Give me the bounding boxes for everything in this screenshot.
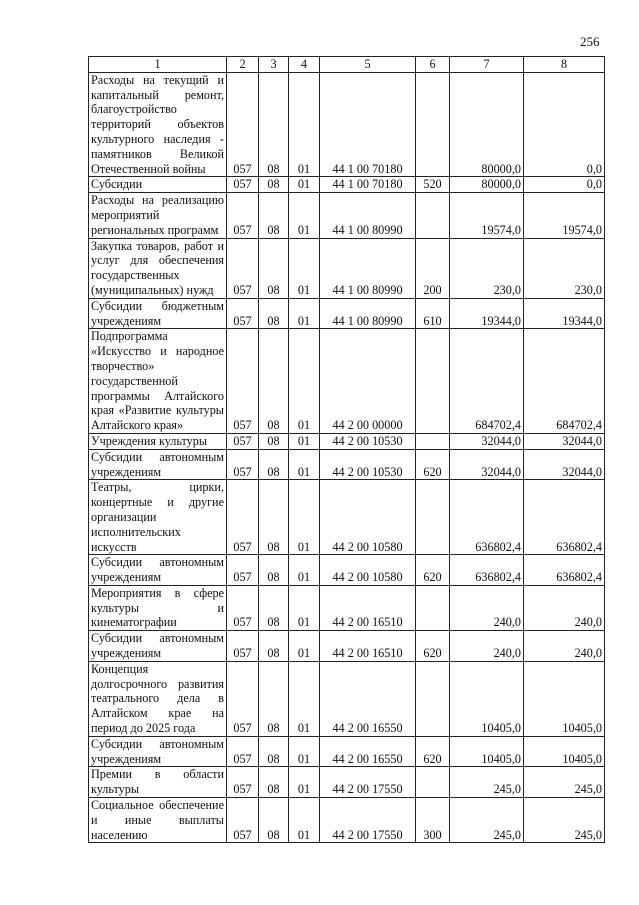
row-description: Мероприятия в сфере культуры и кинематографии [89, 585, 227, 630]
ministry-code: 057 [227, 298, 259, 329]
row-description: Расходы на реализацию мероприятий региональных программ [89, 193, 227, 238]
column-header: 5 [320, 57, 416, 73]
expense-type-code: 300 [416, 798, 450, 843]
amount-col8: 240,0 [524, 631, 605, 662]
section-code: 08 [259, 238, 289, 298]
column-header: 6 [416, 57, 450, 73]
expense-type-code: 620 [416, 449, 450, 480]
expense-type-code [416, 480, 450, 555]
table-row [89, 585, 605, 630]
column-header: 1 [89, 57, 227, 73]
ministry-code: 057 [227, 736, 259, 767]
target-article-code: 44 2 00 10580 [320, 480, 416, 555]
subsection-code: 01 [289, 298, 320, 329]
section-code: 08 [259, 631, 289, 662]
expense-type-code: 200 [416, 238, 450, 298]
amount-col7: 636802,4 [450, 555, 524, 586]
section-code: 08 [259, 449, 289, 480]
table-row [89, 798, 605, 843]
ministry-code: 057 [227, 585, 259, 630]
ministry-code: 057 [227, 193, 259, 238]
expense-type-code [416, 767, 450, 798]
subsection-code: 01 [289, 798, 320, 843]
amount-col8: 19344,0 [524, 298, 605, 329]
ministry-code: 057 [227, 433, 259, 449]
row-description: Социальное обеспечение и иные выплаты населению [89, 798, 227, 843]
target-article-code: 44 2 00 10530 [320, 433, 416, 449]
amount-col7: 10405,0 [450, 736, 524, 767]
row-description: Театры, цирки, концертные и другие организации исполнительских искусств [89, 480, 227, 555]
amount-col8: 636802,4 [524, 555, 605, 586]
table-row [89, 631, 605, 662]
target-article-code: 44 1 00 80990 [320, 238, 416, 298]
row-description: Субсидии автономным учреждениям [89, 631, 227, 662]
amount-col8: 684702,4 [524, 329, 605, 434]
target-article-code: 44 2 00 17550 [320, 798, 416, 843]
row-description: Субсидии автономным учреждениям [89, 449, 227, 480]
ministry-code: 057 [227, 72, 259, 177]
expense-type-code [416, 661, 450, 736]
subsection-code: 01 [289, 433, 320, 449]
row-description: Концепция долгосрочного развития театрального дела в Алтайском крае на период до 2025 года [89, 661, 227, 736]
subsection-code: 01 [289, 661, 320, 736]
column-header: 4 [289, 57, 320, 73]
subsection-code: 01 [289, 480, 320, 555]
section-code: 08 [259, 555, 289, 586]
amount-col8: 0,0 [524, 177, 605, 193]
amount-col7: 32044,0 [450, 449, 524, 480]
target-article-code: 44 2 00 10530 [320, 449, 416, 480]
subsection-code: 01 [289, 736, 320, 767]
amount-col7: 80000,0 [450, 72, 524, 177]
amount-col8: 0,0 [524, 72, 605, 177]
section-code: 08 [259, 193, 289, 238]
ministry-code: 057 [227, 555, 259, 586]
row-description: Расходы на текущий и капитальный ремонт, благоустройство территорий объектов культурного наследия - памятников Великой Отечественной войны [89, 72, 227, 177]
row-description: Субсидии бюджетным учреждениям [89, 298, 227, 329]
table-row [89, 298, 605, 329]
target-article-code: 44 2 00 16510 [320, 631, 416, 662]
subsection-code: 01 [289, 631, 320, 662]
target-article-code: 44 2 00 17550 [320, 767, 416, 798]
amount-col8: 636802,4 [524, 480, 605, 555]
expense-type-code [416, 329, 450, 434]
target-article-code: 44 2 00 00000 [320, 329, 416, 434]
table-row [89, 193, 605, 238]
target-article-code: 44 1 00 80990 [320, 193, 416, 238]
row-description: Субсидии автономным учреждениям [89, 555, 227, 586]
amount-col8: 19574,0 [524, 193, 605, 238]
table-row [89, 736, 605, 767]
row-description: Субсидии [89, 177, 227, 193]
target-article-code: 44 2 00 10580 [320, 555, 416, 586]
amount-col8: 240,0 [524, 585, 605, 630]
section-code: 08 [259, 767, 289, 798]
amount-col7: 245,0 [450, 798, 524, 843]
section-code: 08 [259, 661, 289, 736]
target-article-code: 44 2 00 16550 [320, 736, 416, 767]
expense-type-code [416, 193, 450, 238]
subsection-code: 01 [289, 329, 320, 434]
target-article-code: 44 2 00 16550 [320, 661, 416, 736]
column-header: 7 [450, 57, 524, 73]
expense-type-code: 620 [416, 736, 450, 767]
expense-type-code: 620 [416, 555, 450, 586]
row-description: Субсидии автономным учреждениям [89, 736, 227, 767]
amount-col8: 32044,0 [524, 449, 605, 480]
target-article-code: 44 1 00 70180 [320, 177, 416, 193]
amount-col7: 19574,0 [450, 193, 524, 238]
amount-col7: 684702,4 [450, 329, 524, 434]
amount-col7: 10405,0 [450, 661, 524, 736]
subsection-code: 01 [289, 555, 320, 586]
section-code: 08 [259, 177, 289, 193]
target-article-code: 44 1 00 70180 [320, 72, 416, 177]
column-header: 8 [524, 57, 605, 73]
target-article-code: 44 1 00 80990 [320, 298, 416, 329]
amount-col7: 636802,4 [450, 480, 524, 555]
expense-type-code: 520 [416, 177, 450, 193]
column-header: 2 [227, 57, 259, 73]
table-row [89, 449, 605, 480]
ministry-code: 057 [227, 177, 259, 193]
table-row [89, 480, 605, 555]
table-row [89, 177, 605, 193]
expense-type-code: 620 [416, 631, 450, 662]
ministry-code: 057 [227, 661, 259, 736]
target-article-code: 44 2 00 16510 [320, 585, 416, 630]
section-code: 08 [259, 433, 289, 449]
amount-col8: 230,0 [524, 238, 605, 298]
ministry-code: 057 [227, 238, 259, 298]
subsection-code: 01 [289, 177, 320, 193]
amount-col7: 32044,0 [450, 433, 524, 449]
amount-col8: 10405,0 [524, 661, 605, 736]
expense-type-code [416, 433, 450, 449]
subsection-code: 01 [289, 767, 320, 798]
amount-col8: 10405,0 [524, 736, 605, 767]
ministry-code: 057 [227, 631, 259, 662]
expense-type-code [416, 72, 450, 177]
amount-col7: 245,0 [450, 767, 524, 798]
subsection-code: 01 [289, 585, 320, 630]
budget-table [88, 56, 605, 843]
row-description: Подпрограмма «Искусство и народное творчество» государственной программы Алтайского края «Развитие культуры Алтайского края» [89, 329, 227, 434]
section-code: 08 [259, 72, 289, 177]
section-code: 08 [259, 480, 289, 555]
column-header: 3 [259, 57, 289, 73]
row-description: Закупка товаров, работ и услуг для обеспечения государственных (муниципальных) нужд [89, 238, 227, 298]
expense-type-code [416, 585, 450, 630]
amount-col7: 240,0 [450, 631, 524, 662]
amount-col8: 32044,0 [524, 433, 605, 449]
section-code: 08 [259, 329, 289, 434]
page-number: 256 [580, 34, 600, 49]
subsection-code: 01 [289, 72, 320, 177]
section-code: 08 [259, 736, 289, 767]
ministry-code: 057 [227, 480, 259, 555]
table-row [89, 433, 605, 449]
amount-col7: 230,0 [450, 238, 524, 298]
amount-col7: 240,0 [450, 585, 524, 630]
amount-col8: 245,0 [524, 798, 605, 843]
ministry-code: 057 [227, 329, 259, 434]
subsection-code: 01 [289, 449, 320, 480]
table-row [89, 329, 605, 434]
amount-col8: 245,0 [524, 767, 605, 798]
subsection-code: 01 [289, 193, 320, 238]
subsection-code: 01 [289, 238, 320, 298]
table-row [89, 767, 605, 798]
amount-col7: 80000,0 [450, 177, 524, 193]
table-row [89, 238, 605, 298]
expense-type-code: 610 [416, 298, 450, 329]
row-description: Премии в области культуры [89, 767, 227, 798]
section-code: 08 [259, 798, 289, 843]
row-description: Учреждения культуры [89, 433, 227, 449]
ministry-code: 057 [227, 767, 259, 798]
section-code: 08 [259, 298, 289, 329]
column-number-row [89, 57, 605, 73]
amount-col7: 19344,0 [450, 298, 524, 329]
ministry-code: 057 [227, 449, 259, 480]
table-row [89, 72, 605, 177]
table-row [89, 555, 605, 586]
table-row [89, 661, 605, 736]
ministry-code: 057 [227, 798, 259, 843]
section-code: 08 [259, 585, 289, 630]
